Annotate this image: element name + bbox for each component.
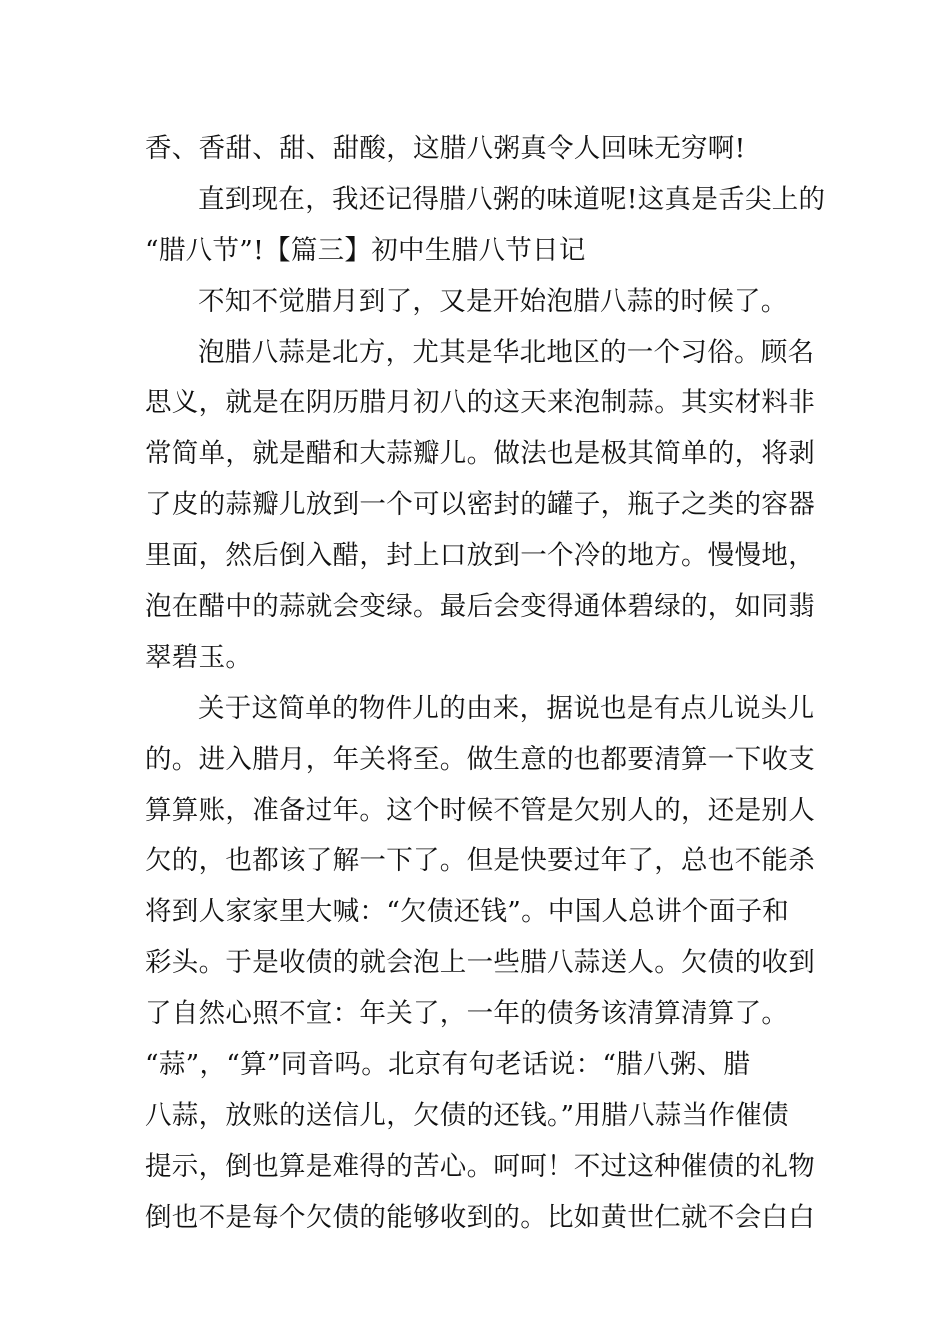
- text-line: 了皮的蒜瓣儿放到一个可以密封的罐子，瓶子之类的容器: [145, 489, 815, 521]
- document-body: [145, 124, 826, 1244]
- text-line: 常简单，就是醋和大蒜瓣儿。做法也是极其简单的，将剥: [145, 438, 815, 470]
- text-line: 香、香甜、甜、甜酸，这腊八粥真令人回味无穷啊!: [145, 133, 746, 164]
- text-line: “蒜”，“算”同音吗。北京有句老话说：“腊八粥、腊: [145, 1049, 751, 1081]
- text-line: “腊八节”!【篇三】初中生腊八节日记: [145, 234, 586, 266]
- text-line: 了自然心照不宣：年关了，一年的债务该清算清算了。: [145, 998, 789, 1030]
- text-line: 提示，倒也算是难得的苦心。呵呵！不过这种催债的礼物: [145, 1150, 815, 1182]
- text-line: 算算账，准备过年。这个时候不管是欠别人的，还是别人: [145, 794, 815, 826]
- text-line: 不知不觉腊月到了，又是开始泡腊八蒜的时候了。: [198, 285, 788, 317]
- text-line: 泡腊八蒜是北方，尤其是华北地区的一个习俗。顾名: [198, 336, 815, 368]
- text-line: 将到人家家里大喊：“欠债还钱”。中国人总讲个面子和: [145, 896, 790, 928]
- text-line: 翠碧玉。: [145, 641, 253, 673]
- text-line: 欠的，也都该了解一下了。但是快要过年了，总也不能杀: [145, 845, 815, 877]
- text-line: 思义，就是在阴历腊月初八的这天来泡制蒜。其实材料非: [145, 387, 815, 419]
- text-line: 倒也不是每个欠债的能够收到的。比如黄世仁就不会白白: [145, 1201, 815, 1233]
- text-line: 的。进入腊月，年关将至。做生意的也都要清算一下收支: [145, 743, 815, 775]
- text-line: 八蒜，放账的送信儿，欠债的还钱。”用腊八蒜当作催债: [145, 1099, 789, 1131]
- text-line: 里面，然后倒入醋，封上口放到一个冷的地方。慢慢地，: [145, 540, 815, 572]
- text-line: 关于这简单的物件儿的由来，据说也是有点儿说头儿: [198, 692, 815, 724]
- text-line: 直到现在，我还记得腊八粥的味道呢!这真是舌尖上的: [198, 183, 826, 215]
- text-line: 彩头。于是收债的就会泡上一些腊八蒜送人。欠债的收到: [145, 947, 815, 979]
- text-line: 泡在醋中的蒜就会变绿。最后会变得通体碧绿的，如同翡: [145, 591, 815, 623]
